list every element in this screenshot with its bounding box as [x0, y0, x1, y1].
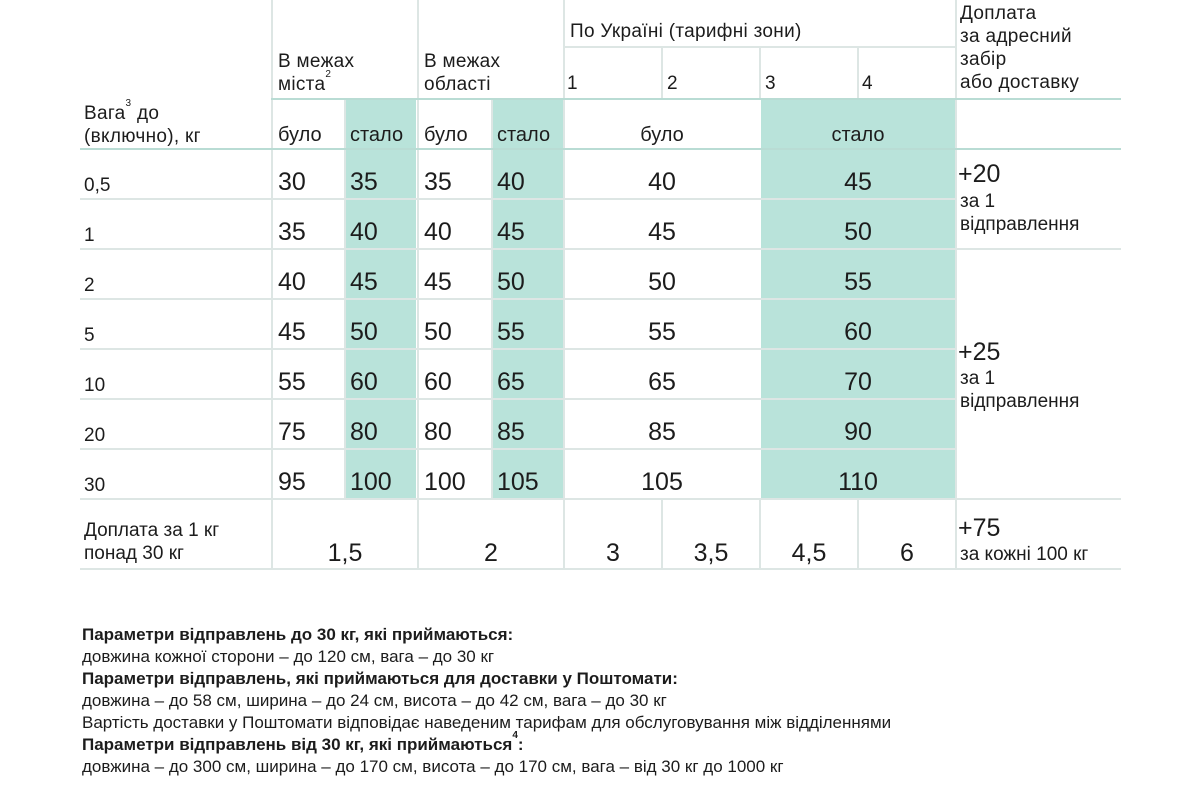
ukraine-was-cell: 85	[648, 418, 676, 446]
ukraine-was-cell: 45	[648, 218, 676, 246]
region-now-label: стало	[497, 124, 551, 146]
rule-h-header	[271, 98, 1121, 100]
rule-v-zone-2	[661, 46, 663, 100]
extra-zone-3-cell: 4,5	[791, 539, 827, 567]
region-was-label: було	[424, 124, 468, 146]
surcharge-line2: відправлення	[960, 214, 1080, 235]
region-was-cell: 60	[424, 368, 452, 396]
city-header: В межах міста$^2$	[278, 51, 355, 95]
city-was-cell: 45	[278, 318, 306, 346]
zone-1-label: 1	[567, 73, 578, 94]
rule-h-row7	[80, 498, 1121, 500]
region-was-cell: 100	[424, 468, 466, 496]
weight-cell: 30	[84, 475, 106, 496]
ukraine-now-cell: 45	[844, 168, 872, 196]
rule-h-row5	[80, 398, 955, 400]
weight-cell: 10	[84, 375, 106, 396]
zone-2-label: 2	[667, 73, 678, 94]
surcharge-line1: за 1	[960, 368, 996, 389]
ukraine-was-label: було	[640, 124, 684, 146]
note-2: довжина кожної сторони – до 120 см, вага – до 30 кг	[82, 647, 495, 666]
surcharge-header: Доплата за адресний забір або доставку	[960, 3, 1080, 93]
region-was-cell: 35	[424, 168, 452, 196]
weight-cell: 2	[84, 275, 95, 296]
city-now-cell: 50	[350, 318, 378, 346]
rule-h-bottom	[80, 568, 1121, 570]
region-now-cell: 45	[497, 218, 525, 246]
ukraine-now-cell: 60	[844, 318, 872, 346]
extra-kg-label: Доплата за 1 кг понад 30 кг	[84, 520, 220, 564]
ukraine-was-cell: 55	[648, 318, 676, 346]
note-6: Параметри відправлень від 30 кг, які приймаються$^4$:	[82, 730, 524, 754]
region-was-cell: 40	[424, 218, 452, 246]
extra-city-cell: 1,5	[327, 539, 363, 567]
ukraine-now-cell: 50	[844, 218, 872, 246]
rule-v-2	[417, 0, 419, 570]
ukraine-was-cell: 50	[648, 268, 676, 296]
region-now-cell: 85	[497, 418, 525, 446]
city-now-cell: 35	[350, 168, 378, 196]
rule-v-zone-3	[759, 46, 761, 100]
rule-h-row2	[80, 248, 1121, 250]
rule-v-1	[271, 0, 273, 570]
city-was-cell: 75	[278, 418, 306, 446]
city-was-cell: 35	[278, 218, 306, 246]
rule-h-row4	[80, 348, 955, 350]
notes-block	[82, 624, 891, 778]
rule-h-row6	[80, 448, 955, 450]
ukraine-header: По Україні (тарифні зони)	[570, 21, 802, 42]
ukraine-was-cell: 65	[648, 368, 676, 396]
city-was-label: було	[278, 124, 322, 146]
region-header: В межах області	[424, 51, 501, 95]
rule-h-row1	[80, 198, 955, 200]
extra-zone-2-cell: 3,5	[693, 539, 729, 567]
city-now-cell: 40	[350, 218, 378, 246]
weight-cell: 1	[84, 225, 95, 246]
weight-cell: 5	[84, 325, 95, 346]
region-now-cell: 40	[497, 168, 525, 196]
region-now-cell: 105	[497, 468, 539, 496]
surcharge-amount: +25	[958, 338, 1001, 366]
city-now-cell: 100	[350, 468, 392, 496]
surcharge-line2: відправлення	[960, 391, 1080, 412]
extra-surcharge-amount: +75	[958, 514, 1001, 542]
surcharge-line1: за 1	[960, 191, 996, 212]
ukraine-now-cell: 55	[844, 268, 872, 296]
rule-v-4	[955, 0, 957, 570]
ukraine-now-label: стало	[831, 124, 885, 146]
region-was-cell: 80	[424, 418, 452, 446]
ukraine-now-cell: 110	[838, 468, 878, 496]
rule-h-zones	[564, 46, 955, 48]
region-was-cell: 50	[424, 318, 452, 346]
city-was-cell: 30	[278, 168, 306, 196]
weight-cell: 0,5	[84, 175, 111, 196]
ukraine-now-cell: 70	[844, 368, 872, 396]
note-5: Вартість доставки у Поштомати відповідає наведеним тарифам для обслуговування між відділеннями	[82, 713, 892, 732]
rule-v-city-split	[344, 100, 346, 500]
rule-h-row3	[80, 298, 955, 300]
weight-header: Вага$^3$ до (включно), кг	[84, 98, 201, 147]
rule-v-zone-4	[857, 46, 859, 100]
city-now-label: стало	[350, 124, 404, 146]
city-was-cell: 55	[278, 368, 306, 396]
city-was-cell: 95	[278, 468, 306, 496]
city-now-cell: 60	[350, 368, 378, 396]
ukraine-now-cell: 90	[844, 418, 872, 446]
ukraine-was-cell: 105	[641, 468, 683, 496]
city-now-cell: 45	[350, 268, 378, 296]
region-now-cell: 55	[497, 318, 525, 346]
rule-h-subheader	[80, 148, 1121, 150]
note-1: Параметри відправлень до 30 кг, які приймаються:	[82, 625, 514, 644]
extra-region-cell: 2	[484, 539, 498, 567]
region-now-cell: 50	[497, 268, 525, 296]
extra-zone-1-cell: 3	[606, 539, 620, 567]
zone-3-label: 3	[765, 73, 776, 94]
city-was-cell: 40	[278, 268, 306, 296]
region-now-cell: 65	[497, 368, 525, 396]
region-was-cell: 45	[424, 268, 452, 296]
extra-surcharge-note: за кожні 100 кг	[960, 544, 1089, 565]
ukraine-was-cell: 40	[648, 168, 676, 196]
note-3: Параметри відправлень, які приймаються для доставки у Поштомати:	[82, 669, 678, 688]
zone-4-label: 4	[862, 73, 873, 94]
note-4: довжина – до 58 см, ширина – до 24 см, висота – до 42 см, вага – до 30 кг	[82, 691, 667, 710]
note-7: довжина – до 300 см, ширина – до 170 см, висота – до 170 см, вага – від 30 кг до 1000 кг	[82, 757, 784, 776]
weight-cell: 20	[84, 425, 106, 446]
rule-v-region-split	[491, 100, 493, 500]
surcharge-amount: +20	[958, 160, 1001, 188]
extra-zone-4-cell: 6	[900, 539, 914, 567]
city-now-cell: 80	[350, 418, 378, 446]
